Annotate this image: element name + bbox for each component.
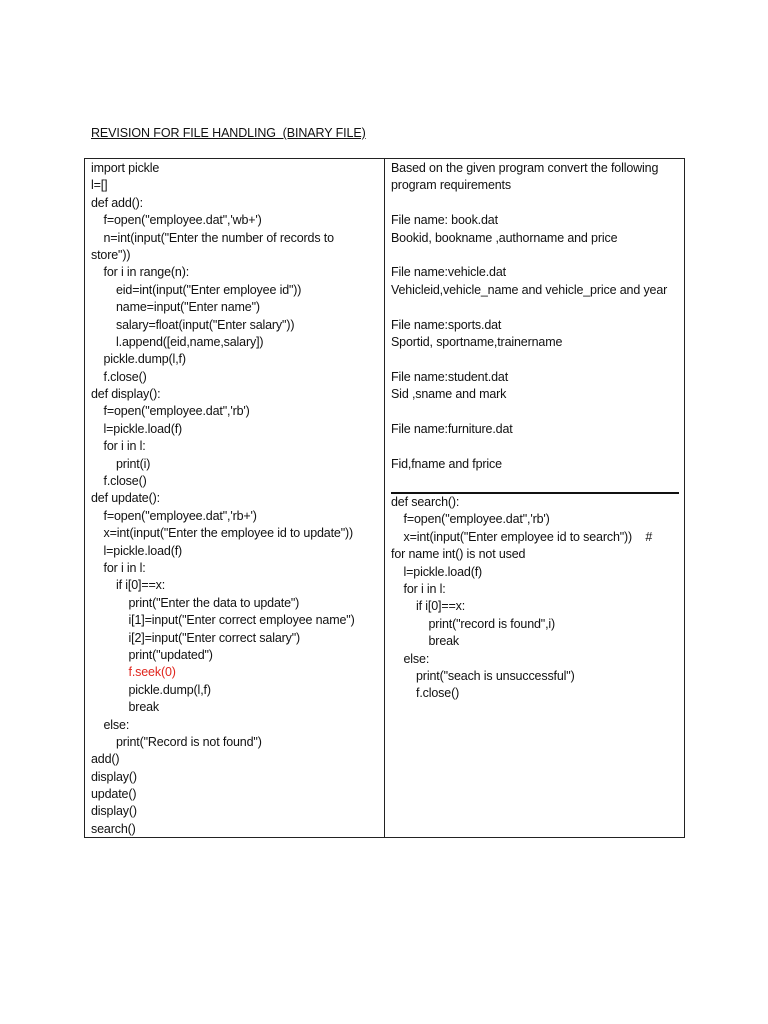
requirements-line bbox=[391, 299, 681, 316]
left-code-line: print(i) bbox=[116, 456, 151, 471]
left-code-line: break bbox=[128, 700, 160, 715]
search-function-cell bbox=[391, 494, 683, 703]
search-code-line: l=pickle.load(f) bbox=[403, 564, 483, 579]
search-code-line: print("record is found",i) bbox=[428, 616, 556, 631]
left-code-line: i[1]=input("Enter correct employee name") bbox=[128, 613, 355, 628]
left-code-line: l=[] bbox=[91, 178, 108, 193]
requirements-line bbox=[391, 403, 681, 420]
left-code-line: for i in range(n): bbox=[103, 265, 190, 280]
search-code-line: f=open("employee.dat",'rb') bbox=[403, 512, 550, 527]
left-code-line: eid=int(input("Enter employee id")) bbox=[116, 282, 302, 297]
left-code-line: search() bbox=[91, 821, 136, 836]
left-code-line: salary=float(input("Enter salary")) bbox=[116, 317, 295, 332]
left-code-line: print("Record is not found") bbox=[116, 734, 262, 749]
requirements-line: Bookid, bookname ,authorname and price bbox=[391, 230, 618, 245]
left-code-line: f=open("employee.dat",'wb+') bbox=[103, 213, 262, 228]
search-function-code bbox=[391, 494, 683, 703]
left-code-line: for i in l: bbox=[103, 560, 146, 575]
left-code-line: def add(): bbox=[91, 195, 144, 210]
left-code-line: if i[0]==x: bbox=[116, 578, 166, 593]
left-code-line: f=open("employee.dat",'rb') bbox=[103, 404, 250, 419]
search-code-line: break bbox=[428, 634, 460, 649]
left-code-line: else: bbox=[103, 717, 130, 732]
left-code-line: add() bbox=[91, 752, 120, 767]
left-code-line: for i in l: bbox=[103, 439, 146, 454]
left-code-line: print("Enter the data to update") bbox=[128, 595, 300, 610]
document-title: REVISION FOR FILE HANDLING (BINARY FILE) bbox=[91, 126, 366, 140]
left-code-line: display() bbox=[91, 769, 137, 784]
requirements-line: Sportid, sportname,trainername bbox=[391, 334, 563, 349]
column-divider bbox=[384, 159, 385, 837]
requirements-line: File name:sports.dat bbox=[391, 317, 502, 332]
left-code-line: l=pickle.load(f) bbox=[103, 421, 183, 436]
requirements-text bbox=[391, 160, 681, 473]
requirements-line bbox=[391, 195, 681, 212]
left-code-line: import pickle bbox=[91, 161, 160, 175]
left-code-line: display() bbox=[91, 804, 137, 819]
search-code-line: x=int(input("Enter employee id to search")) # bbox=[403, 529, 653, 544]
search-code-line: if i[0]==x: bbox=[416, 599, 466, 614]
left-code-line: i[2]=input("Enter correct salary") bbox=[128, 630, 301, 645]
requirements-cell bbox=[391, 160, 681, 473]
search-code-line: def search(): bbox=[391, 495, 460, 509]
left-code-line: f.close() bbox=[103, 369, 147, 384]
left-code-line: def display(): bbox=[91, 387, 161, 402]
left-code-line: update() bbox=[91, 787, 137, 802]
requirements-line: File name:furniture.dat bbox=[391, 421, 513, 436]
left-code-line: f.close() bbox=[103, 474, 147, 489]
left-code-line: store")) bbox=[91, 247, 131, 262]
left-code-line: pickle.dump(l,f) bbox=[103, 352, 186, 367]
search-code-line: print("seach is unsuccessful") bbox=[416, 668, 575, 683]
requirements-line: Based on the given program convert the following bbox=[391, 161, 659, 175]
requirements-line: File name: book.dat bbox=[391, 213, 498, 228]
requirements-line: File name:vehicle.dat bbox=[391, 265, 506, 280]
left-code-line: pickle.dump(l,f) bbox=[128, 682, 211, 697]
requirements-line bbox=[391, 351, 681, 368]
search-code-line: else: bbox=[403, 651, 430, 666]
requirements-line: File name:student.dat bbox=[391, 369, 509, 384]
search-code-line: for name int() is not used bbox=[391, 547, 526, 562]
left-code-line: f.seek(0) bbox=[128, 665, 176, 680]
left-code-line: name=input("Enter name") bbox=[116, 300, 260, 315]
left-code-line: print("updated") bbox=[128, 647, 213, 662]
search-code-line: f.close() bbox=[416, 686, 460, 701]
requirements-line: Sid ,sname and mark bbox=[391, 387, 507, 402]
requirements-line bbox=[391, 247, 681, 264]
left-code-line: f=open("employee.dat",'rb+') bbox=[103, 508, 257, 523]
employee-program-cell bbox=[91, 160, 381, 838]
content-table bbox=[84, 158, 685, 838]
left-code-line: l.append([eid,name,salary]) bbox=[116, 334, 264, 349]
left-code-line: l=pickle.load(f) bbox=[103, 543, 183, 558]
employee-program-code bbox=[91, 160, 381, 838]
requirements-line: Fid,fname and fprice bbox=[391, 456, 502, 471]
left-code-line: n=int(input("Enter the number of records to bbox=[103, 230, 334, 245]
left-code-line: def update(): bbox=[91, 491, 160, 506]
left-code-line: x=int(input("Enter the employee id to update")) bbox=[103, 526, 354, 541]
requirements-line bbox=[391, 438, 681, 455]
requirements-line: program requirements bbox=[391, 178, 511, 193]
search-code-line: for i in l: bbox=[403, 581, 446, 596]
requirements-line: Vehicleid,vehicle_name and vehicle_price and year bbox=[391, 282, 668, 297]
